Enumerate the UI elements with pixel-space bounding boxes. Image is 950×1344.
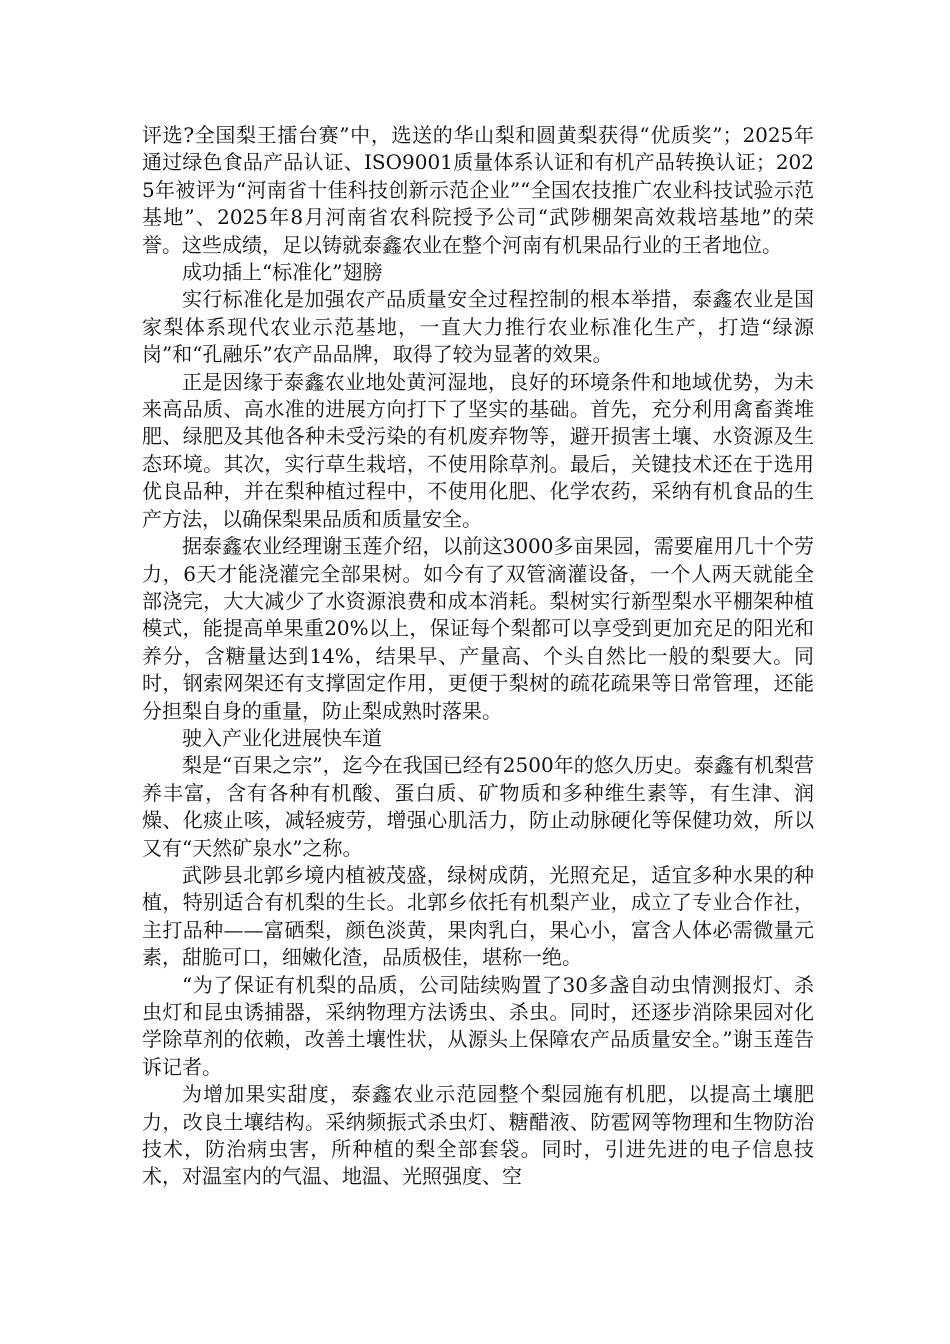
paragraph-achievements: 评选?全国梨王擂台赛”中，选送的华山梨和圆黄梨获得“优质奖”；2025年通过绿色食品产品认证、ISO9001质量体系认证和有机产品转换认证；2025年被评为“河南省十佳科技创新示范企业”“全国农技推广农业科技试验示范基地”、2025年8月河南省农科院授予公司“武陟棚架高效栽培基地”的荣誉。这些成绩，足以铸就泰鑫农业在整个河南有机果品行业的王者地位。 — [142, 123, 814, 257]
section-heading-standardization: 成功插上“标准化”翅膀 — [182, 260, 383, 285]
document-body — [142, 122, 814, 1191]
paragraph-environment: 正是因缘于泰鑫农业地处黄河湿地，良好的环境条件和地域优势，为未来高品质、高水准的进展方向打下了坚实的基础。首先，充分利用禽畜粪堆肥、绿肥及其他各种未受污染的有机废弃物等，避开损害土壤、水资源及生态环境。其次，实行草生栽培，不使用除草剂。最后，关键技术还在于选用优良品种，并在梨种植过程中，不使用化肥、化学农药，采纳有机食品的生产方法，以确保梨果品质和质量安全。 — [142, 369, 814, 531]
section-heading-industrialization: 驶入产业化进展快车道 — [182, 725, 382, 750]
paragraph-standardization: 实行标准化是加强农产品质量安全过程控制的根本举措，泰鑫农业是国家梨体系现代农业示范基地，一直大力推行农业标准化生产，打造“绿源岗”和“孔融乐”农产品品牌，取得了较为显著的效果。 — [142, 287, 814, 367]
paragraph-sweetness: 为增加果实甜度，泰鑫农业示范园整个梨园施有机肥，以提高土壤肥力，改良土壤结构。采纳频振式杀虫灯、糖醋液、防雹网等物理和生物防治技术，防治病虫害，所种植的梨全部套袋。同时，引进先进的电子信息技术，对温室内的气温、地温、光照强度、空 — [142, 1082, 814, 1189]
paragraph-pear-history: 梨是“百果之宗”，迄今在我国已经有2500年的悠久历史。泰鑫有机梨营养丰富，含有各种有机酸、蛋白质、矿物质和多种维生素等，有生津、润燥、化痰止咳，减轻疲劳，增强心肌活力，防止动脉硬化等保健功效，所以又有“天然矿泉水”之称。 — [142, 753, 814, 860]
paragraph-irrigation: 据泰鑫农业经理谢玉莲介绍，以前这3000多亩果园，需要雇用几十个劳力，6天才能浇灌完全部果树。如今有了双管滴灌设备，一个人两天就能全部浇完，大大减少了水资源浪费和成本消耗。梨树实行新型梨水平棚架种植模式，能提高单果重20%以上，保证每个梨都可以享受到更加充足的阳光和养分，含糖量达到14%，结果早、产量高、个头自然比一般的梨要大。同时，钢索网架还有支撑固定作用，更便于梨树的疏花疏果等日常管理，还能分担梨自身的重量，防止梨成熟时落果。 — [142, 534, 814, 723]
paragraph-quote: “为了保证有机梨的品质，公司陆续购置了30多盏自动虫情测报灯、杀虫灯和昆虫诱捕器，采纳物理方法诱虫、杀虫。同时，还逐步消除果园对化学除草剂的依赖，改善土壤性状，从源头上保障农产品质量安全。”谢玉莲告诉记者。 — [142, 972, 814, 1079]
paragraph-beiguo-township: 武陟县北郭乡境内植被茂盛，绿树成荫，光照充足，适宜多种水果的种植，特别适合有机梨的生长。北郭乡依托有机梨产业，成立了专业合作社，主打品种——富硒梨，颜色淡黄，果肉乳白，果心小，富含人体必需微量元素，甜脆可口，细嫩化渣，品质极佳，堪称一绝。 — [142, 862, 814, 970]
